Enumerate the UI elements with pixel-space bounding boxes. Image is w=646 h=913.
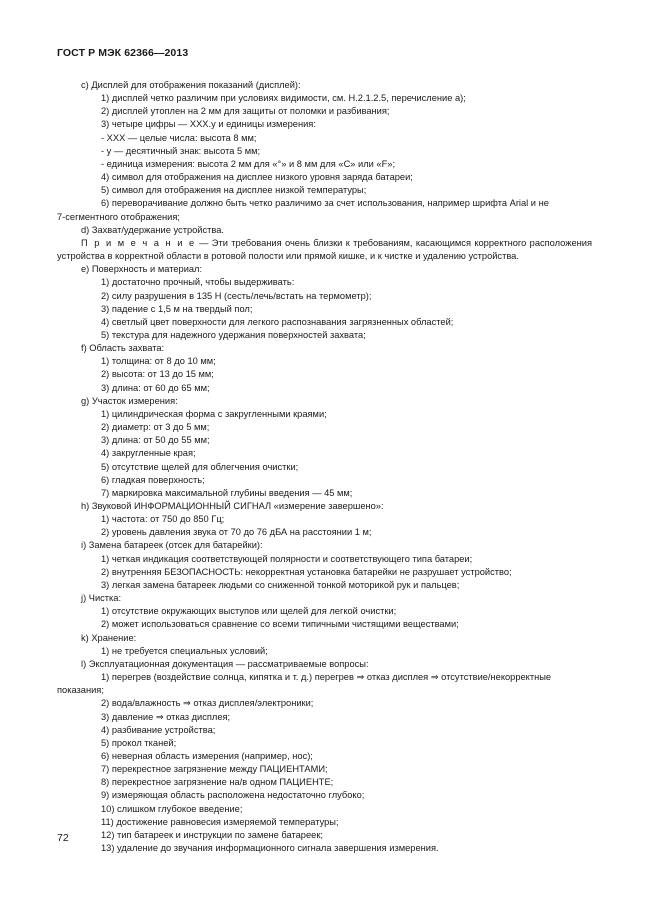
text-line [57, 500, 592, 513]
line-text: l) Эксплуатационная документация — рассматриваемые вопросы: [81, 658, 369, 669]
line-text: 1) четкая индикация соответствующей полярности и соответствующего типа батареи; [101, 553, 473, 564]
text-line [57, 526, 592, 539]
line-text: 2) вода/влажность ⇒ отказ дисплея/электроники; [101, 698, 314, 709]
text-line [57, 789, 592, 802]
line-text: i) Замена батареек (отсек для батарейки): [81, 540, 263, 551]
line-text: j) Чистка: [81, 593, 122, 604]
line-text: h) Звуковой ИНФОРМАЦИОННЫЙ СИГНАЛ «измерение завершено»: [81, 501, 384, 511]
text-line [57, 632, 592, 645]
line-text: 8) перекрестное загрязнение на/в одном ПАЦИЕНТЕ; [101, 777, 334, 788]
text-line [57, 382, 592, 395]
text-line [57, 671, 592, 684]
note-paragraph [57, 237, 592, 263]
document-body [57, 79, 592, 855]
text-line [57, 711, 592, 724]
text-line [57, 421, 592, 434]
text-line [57, 763, 592, 776]
text-line [57, 79, 592, 92]
text-line [57, 197, 592, 210]
line-text: 10) слишком глубокое введение; [101, 803, 243, 814]
text-line [57, 803, 592, 816]
text-line [57, 434, 592, 447]
text-line [57, 290, 592, 303]
line-text: 11) достижение равновесия измеряемой температуры; [101, 816, 339, 827]
line-text: 1) цилиндрическая форма с закругленными краями; [101, 408, 327, 419]
text-line [57, 395, 592, 408]
text-line [57, 829, 592, 842]
text-line [57, 303, 592, 316]
line-text: k) Хранение: [81, 632, 137, 643]
text-line [57, 408, 592, 421]
line-text: f) Область захвата: [81, 343, 165, 354]
line-text: 2) может использоваться сравнение со всеми типичными чистящими веществами; [101, 619, 459, 630]
line-text: d) Захват/удержание устройства. [81, 224, 224, 235]
line-text: 12) тип батареек и инструкции по замене батареек; [101, 829, 323, 840]
text-line [57, 447, 592, 460]
line-text: 3) легкая замена батареек людьми со сниженной тонкой моторикой рук и пальцев; [101, 579, 460, 590]
text-line [57, 618, 592, 631]
text-line [57, 184, 592, 197]
text-line [57, 368, 592, 381]
line-text: c) Дисплей для отображения показаний (дисплей): [81, 80, 301, 90]
line-text: 2) внутренняя БЕЗОПАСНОСТЬ: некорректная установка батарейки не разрушает устройство; [101, 566, 512, 577]
text-line [57, 132, 592, 145]
line-text: 6) гладкая поверхность; [101, 474, 205, 485]
line-text: 2) силу разрушения в 135 Н (сесть/лечь/встать на термометр); [101, 290, 372, 301]
text-line [57, 592, 592, 605]
line-text: g) Участок измерения: [81, 395, 178, 406]
line-text: e) Поверхность и материал: [81, 264, 203, 275]
line-text: 3) четыре цифры — XXX.y и единицы измерения: [101, 119, 316, 130]
line-text: 3) длина: от 60 до 65 мм; [101, 382, 210, 393]
line-text: 5) прокол тканей; [101, 737, 177, 748]
line-text: - единица измерения: высота 2 мм для «°» и 8 мм для «C» или «F»; [101, 158, 396, 169]
text-line [57, 316, 592, 329]
note-label: П р и м е ч а н и е [81, 237, 196, 248]
text-line [57, 553, 592, 566]
line-text: 1) перегрев (воздействие солнца, кипятка и т. д.) перегрев ⇒ отказ дисплея ⇒ отсутствие/некорректные [101, 672, 552, 683]
text-line [57, 224, 592, 237]
line-text: 1) толщина: от 8 до 10 мм; [101, 356, 216, 367]
line-text: 1) частота: от 750 до 850 Гц; [101, 514, 225, 525]
line-text: 2) высота: от 13 до 15 мм; [101, 369, 214, 380]
text-line [57, 539, 592, 552]
line-text: 1) достаточно прочный, чтобы выдерживать: [101, 277, 295, 288]
line-text: 9) измеряющая область расположена недостаточно глубоко; [101, 790, 365, 801]
text-line [57, 605, 592, 618]
line-text: 1) не требуется специальных условий; [101, 645, 268, 656]
text-line [57, 355, 592, 368]
line-text: 7) маркировка максимальной глубины введения — 45 мм; [101, 487, 353, 498]
line-text: — Эти требования очень близки к требованиям, касающимся корректного расположения устройства в корректной области в ротовой полости или прямой кишке, и к чистке и удалению устройства. [57, 237, 592, 262]
text-line [57, 776, 592, 789]
line-text: 3) падение с 1,5 м на твердый пол; [101, 303, 253, 314]
line-text: 5) символ для отображения на дисплее низкой температуры; [101, 185, 367, 196]
line-text: показания; [57, 685, 104, 696]
text-line [57, 513, 592, 526]
text-line [57, 737, 592, 750]
line-text: 5) текстура для надежного удержания поверхностей захвата; [101, 329, 366, 340]
text-line [57, 645, 592, 658]
text-line [57, 118, 592, 131]
text-line [57, 145, 592, 158]
line-text: 6) переворачивание должно быть четко различимо за счет использования, например шрифта Arial и не [101, 198, 549, 209]
line-text: 6) неверная область измерения (например, нос); [101, 750, 313, 761]
page-number: 72 [57, 832, 69, 844]
text-line [57, 211, 592, 224]
text-line [57, 105, 592, 118]
text-line [57, 461, 592, 474]
line-text: 3) давление ⇒ отказ дисплея; [101, 711, 231, 722]
line-text: 5) отсутствие щелей для облегчения очистки; [101, 461, 299, 472]
text-line [57, 342, 592, 355]
line-text: 4) символ для отображения на дисплее низкого уровня заряда батареи; [101, 172, 413, 183]
line-text: 1) отсутствие окружающих выступов или щелей для легкой очистки; [101, 606, 397, 617]
text-line [57, 697, 592, 710]
line-text: 4) закругленные края; [101, 448, 196, 459]
line-text: - y — десятичный знак: высота 5 мм; [101, 145, 261, 156]
line-text: 2) уровень давления звука от 70 до 76 дБА на расстоянии 1 м; [101, 527, 372, 538]
text-line [57, 750, 592, 763]
text-line [57, 579, 592, 592]
text-line [57, 276, 592, 289]
text-line [57, 684, 592, 697]
text-line [57, 329, 592, 342]
text-line [57, 474, 592, 487]
line-text: 3) длина: от 50 до 55 мм; [101, 435, 210, 446]
text-line [57, 487, 592, 500]
line-text: 7-сегментного отображения; [57, 211, 180, 222]
text-line [57, 158, 592, 171]
line-text: - XXX — целые числа: высота 8 мм; [101, 132, 257, 143]
text-line [57, 816, 592, 829]
line-text: 2) диаметр: от 3 до 5 мм; [101, 422, 210, 433]
text-line [57, 658, 592, 671]
line-text: 4) разбивание устройства; [101, 724, 216, 735]
line-text: 2) дисплей утоплен на 2 мм для защиты от поломки и разбивания; [101, 106, 390, 117]
line-text: 13) удаление до звучания информационного сигнала завершения измерения. [101, 843, 439, 854]
text-line [57, 263, 592, 276]
text-line [57, 171, 592, 184]
text-line [57, 92, 592, 105]
text-line [57, 724, 592, 737]
text-line [57, 566, 592, 579]
line-text: 7) перекрестное загрязнение между ПАЦИЕНТАМИ; [101, 764, 328, 775]
line-text: 1) дисплей четко различим при условиях видимости, см. H.2.1.2.5, перечисление а); [101, 93, 466, 104]
text-line [57, 842, 592, 855]
line-text: 4) светлый цвет поверхности для легкого распознавания загрязненных областей; [101, 316, 454, 327]
page-header-standard-title: ГОСТ Р МЭК 62366—2013 [57, 47, 189, 59]
